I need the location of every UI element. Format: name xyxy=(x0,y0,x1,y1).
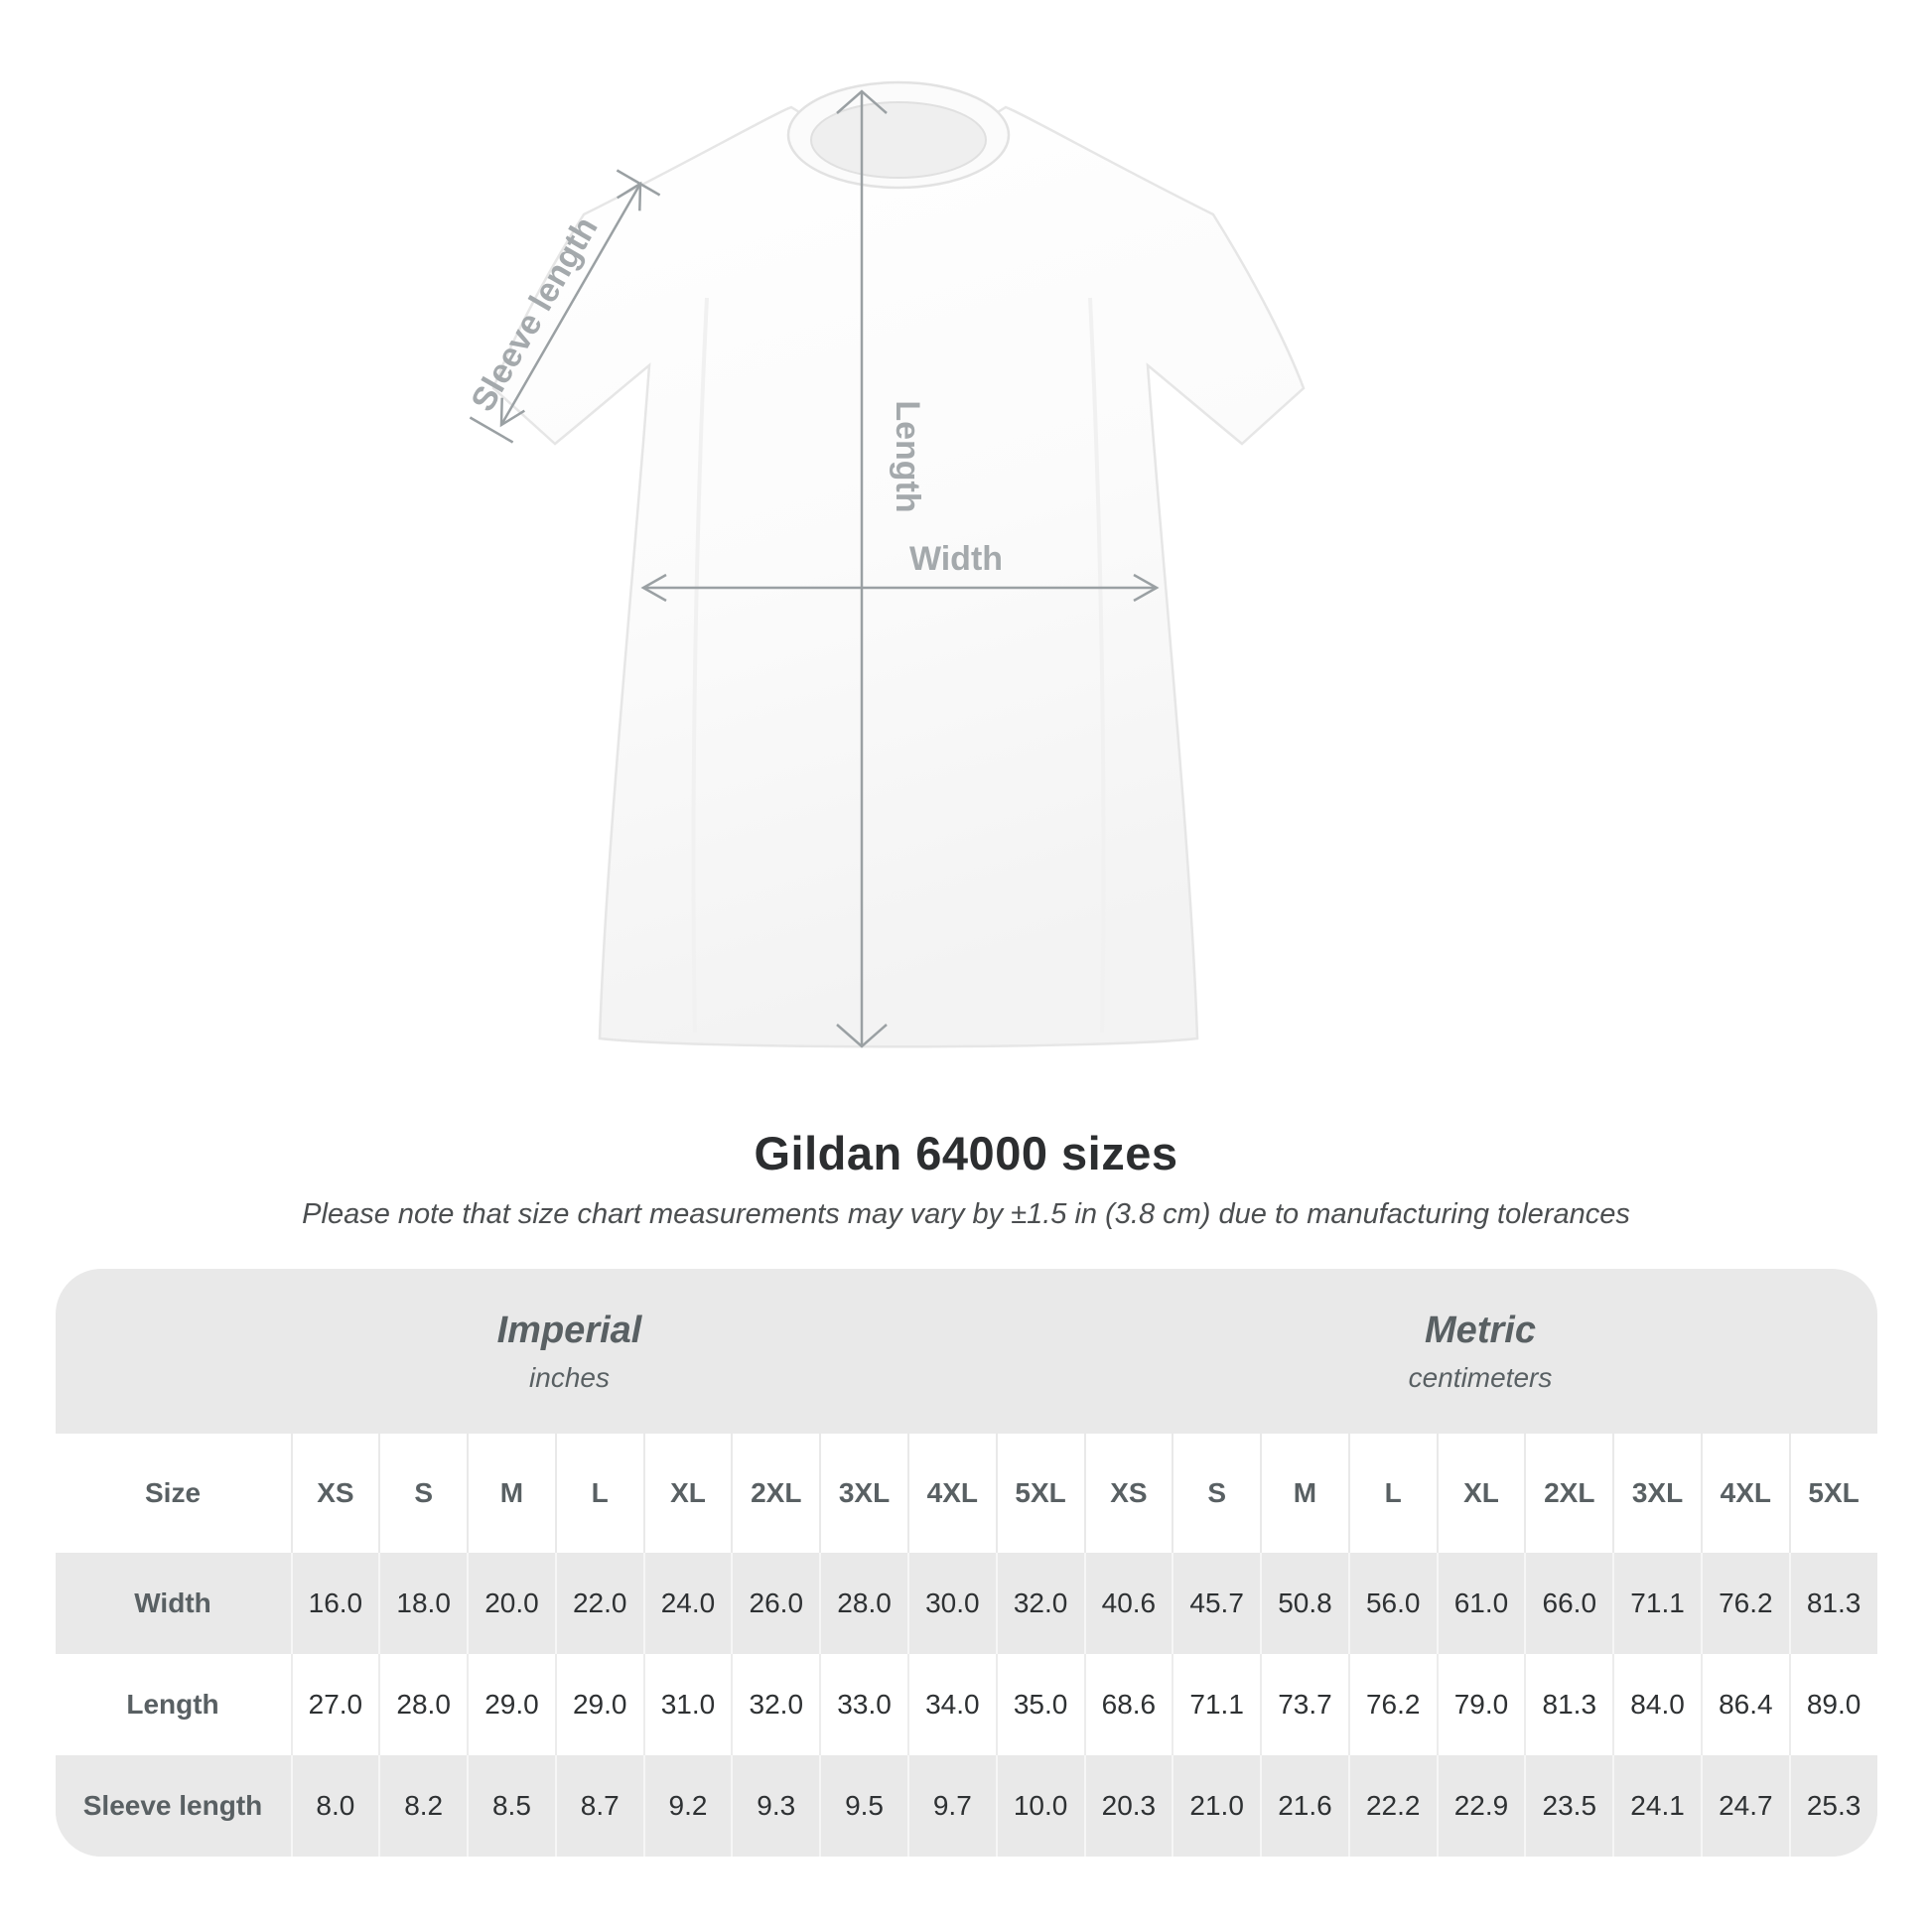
size-header-metric-3xl: 3XL xyxy=(1612,1434,1701,1553)
value-cell: 31.0 xyxy=(643,1654,732,1755)
width-label: Width xyxy=(908,540,1004,578)
value-cell: 76.2 xyxy=(1701,1553,1789,1654)
page-title: Gildan 64000 sizes xyxy=(754,1127,1178,1179)
tshirt-body xyxy=(493,107,1304,1046)
value-cell: 10.0 xyxy=(996,1755,1084,1857)
row-label-width: Width xyxy=(56,1553,291,1654)
value-cell: 76.2 xyxy=(1348,1654,1437,1755)
size-header-imperial-2xl: 2XL xyxy=(731,1434,819,1553)
size-column-header: Size xyxy=(56,1434,291,1553)
value-cell: 8.2 xyxy=(378,1755,467,1857)
value-cell: 28.0 xyxy=(378,1654,467,1755)
size-header-imperial-3xl: 3XL xyxy=(819,1434,907,1553)
value-cell: 21.6 xyxy=(1260,1755,1348,1857)
value-cell: 56.0 xyxy=(1348,1553,1437,1654)
value-cell: 32.0 xyxy=(731,1654,819,1755)
value-cell: 22.2 xyxy=(1348,1755,1437,1857)
value-cell: 20.3 xyxy=(1084,1755,1173,1857)
value-cell: 24.7 xyxy=(1701,1755,1789,1857)
value-cell: 8.0 xyxy=(291,1755,379,1857)
value-cell: 66.0 xyxy=(1524,1553,1612,1654)
value-cell: 9.2 xyxy=(643,1755,732,1857)
value-cell: 9.3 xyxy=(731,1755,819,1857)
value-cell: 26.0 xyxy=(731,1553,819,1654)
group-sublabel: inches xyxy=(529,1361,610,1393)
value-cell: 29.0 xyxy=(467,1654,555,1755)
size-header-metric-4xl: 4XL xyxy=(1701,1434,1789,1553)
size-header-metric-xs: XS xyxy=(1084,1434,1173,1553)
size-header-imperial-xl: XL xyxy=(643,1434,732,1553)
group-sublabel: centimeters xyxy=(1408,1361,1553,1393)
size-header-metric-5xl: 5XL xyxy=(1789,1434,1877,1553)
size-header-metric-s: S xyxy=(1172,1434,1260,1553)
group-header-imperial xyxy=(56,1269,1084,1434)
value-cell: 73.7 xyxy=(1260,1654,1348,1755)
size-header-metric-m: M xyxy=(1260,1434,1348,1553)
size-header-metric-xl: XL xyxy=(1437,1434,1525,1553)
value-cell: 89.0 xyxy=(1789,1654,1877,1755)
size-header-imperial-5xl: 5XL xyxy=(996,1434,1084,1553)
tolerance-note: Please note that size chart measurements may vary by ±1.5 in (3.8 cm) due to manufacturing tolerances xyxy=(302,1198,1630,1230)
value-cell: 84.0 xyxy=(1612,1654,1701,1755)
group-label: Imperial xyxy=(496,1309,642,1351)
sleeve-length-label: Sleeve length xyxy=(464,210,606,418)
value-cell: 22.0 xyxy=(555,1553,643,1654)
value-cell: 8.5 xyxy=(467,1755,555,1857)
value-cell: 33.0 xyxy=(819,1654,907,1755)
value-cell: 27.0 xyxy=(291,1654,379,1755)
size-header-metric-l: L xyxy=(1348,1434,1437,1553)
value-cell: 24.1 xyxy=(1612,1755,1701,1857)
value-cell: 50.8 xyxy=(1260,1553,1348,1654)
value-cell: 16.0 xyxy=(291,1553,379,1654)
value-cell: 23.5 xyxy=(1524,1755,1612,1857)
value-cell: 8.7 xyxy=(555,1755,643,1857)
value-cell: 71.1 xyxy=(1612,1553,1701,1654)
size-header-imperial-xs: XS xyxy=(291,1434,379,1553)
value-cell: 21.0 xyxy=(1172,1755,1260,1857)
row-label-length: Length xyxy=(56,1654,291,1755)
value-cell: 29.0 xyxy=(555,1654,643,1755)
value-cell: 79.0 xyxy=(1437,1654,1525,1755)
row-label-sleeve-length: Sleeve length xyxy=(56,1755,291,1857)
value-cell: 24.0 xyxy=(643,1553,732,1654)
group-header-metric xyxy=(1084,1269,1877,1434)
size-table-grid xyxy=(56,1269,1877,1857)
size-table xyxy=(56,1269,1877,1857)
value-cell: 25.3 xyxy=(1789,1755,1877,1857)
size-header-imperial-l: L xyxy=(555,1434,643,1553)
value-cell: 86.4 xyxy=(1701,1654,1789,1755)
value-cell: 68.6 xyxy=(1084,1654,1173,1755)
value-cell: 35.0 xyxy=(996,1654,1084,1755)
value-cell: 9.5 xyxy=(819,1755,907,1857)
value-cell: 34.0 xyxy=(907,1654,996,1755)
value-cell: 9.7 xyxy=(907,1755,996,1857)
value-cell: 32.0 xyxy=(996,1553,1084,1654)
value-cell: 20.0 xyxy=(467,1553,555,1654)
length-label: Length xyxy=(889,400,926,513)
size-header-imperial-s: S xyxy=(378,1434,467,1553)
size-header-imperial-4xl: 4XL xyxy=(907,1434,996,1553)
size-header-metric-2xl: 2XL xyxy=(1524,1434,1612,1553)
value-cell: 71.1 xyxy=(1172,1654,1260,1755)
value-cell: 81.3 xyxy=(1524,1654,1612,1755)
value-cell: 22.9 xyxy=(1437,1755,1525,1857)
value-cell: 30.0 xyxy=(907,1553,996,1654)
value-cell: 40.6 xyxy=(1084,1553,1173,1654)
value-cell: 61.0 xyxy=(1437,1553,1525,1654)
group-label: Metric xyxy=(1425,1309,1536,1351)
value-cell: 28.0 xyxy=(819,1553,907,1654)
value-cell: 18.0 xyxy=(378,1553,467,1654)
value-cell: 81.3 xyxy=(1789,1553,1877,1654)
value-cell: 45.7 xyxy=(1172,1553,1260,1654)
size-header-imperial-m: M xyxy=(467,1434,555,1553)
